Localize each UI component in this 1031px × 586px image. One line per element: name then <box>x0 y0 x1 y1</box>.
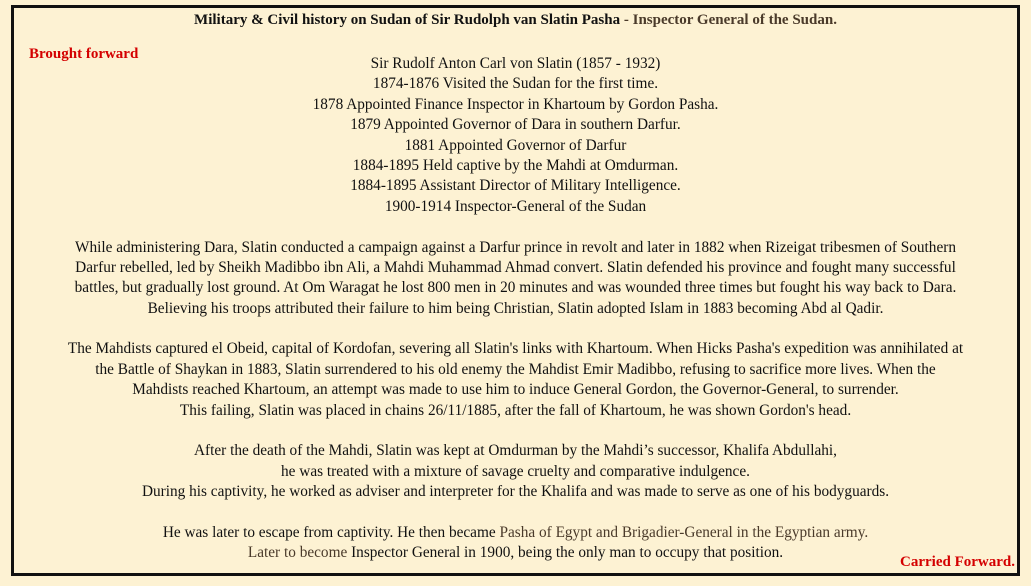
title-subtitle: Inspector General of the Sudan. <box>632 12 837 28</box>
paragraph-4-highlight: Later to become <box>247 544 352 562</box>
paragraph-3-line: he was treated with a mixture of savage cruelty and comparative indulgence. <box>281 462 750 480</box>
paragraph-4-line <box>14 523 1017 543</box>
paragraph-2-line: Mahdists reached Khartoum, an attempt was made to use him to induce General Gordon, the Governor-General, to surrender. <box>132 381 899 399</box>
paragraph-2-line: This failing, Slatin was placed in chains 26/11/1885, after the fall of Khartoum, he was shown Gordon's head. <box>179 401 852 419</box>
article-body <box>14 54 1017 564</box>
page-title <box>14 12 1017 29</box>
paragraph-4-highlight: Pasha of Egypt and Brigadier-General in the Egyptian army. <box>499 523 869 541</box>
paragraph-1-line: battles, but gradually lost ground. At Om Waragat he lost 800 men in 20 minutes and was wounded three times but fought his way back to Dara. <box>74 279 957 297</box>
timeline-line: 1881 Appointed Governor of Darfur <box>404 136 627 154</box>
paragraph-4-text: Inspector General in 1900, being the only man to occupy that position. <box>351 544 784 562</box>
paragraph-4-text: He was later to escape from captivity. He then became <box>162 523 500 541</box>
brought-forward-link[interactable]: Brought forward <box>29 46 139 62</box>
timeline-line: 1878 Appointed Finance Inspector in Khartoum by Gordon Pasha. <box>312 95 719 113</box>
timeline-line: 1884-1895 Assistant Director of Military Intelligence. <box>350 177 681 195</box>
carried-forward-link[interactable]: Carried Forward. <box>900 554 1015 570</box>
paragraph-3-line: During his captivity, he worked as adviser and interpreter for the Khalifa and was made to serve as one of his bodyguards. <box>141 483 890 501</box>
timeline-line: 1900-1914 Inspector-General of the Sudan <box>384 197 647 215</box>
paragraph-2-line: The Mahdists captured el Obeid, capital of Kordofan, severing all Slatin's links with Khartoum. When Hicks Pasha's expedition was annihilated at <box>67 340 964 358</box>
paragraph-2-line: the Battle of Shaykan in 1883, Slatin surrendered to his old enemy the Mahdist Emir Madibbo, refusing to sacrifice more lives. When the <box>95 360 936 378</box>
paragraph-gap <box>14 217 1017 237</box>
paragraph-gap <box>14 421 1017 441</box>
title-separator: - <box>620 12 633 28</box>
paragraph-1-line: Believing his troops attributed their failure to him being Christian, Slatin adopted Islam in 1883 becoming Abd al Qadir. <box>147 299 884 317</box>
paragraph-3-line: After the death of the Mahdi, Slatin was kept at Omdurman by the Mahdi’s successor, Khalifa Abdullahi, <box>194 442 837 460</box>
paragraph-4-line <box>14 543 1017 563</box>
paragraph-1-line: Darfur rebelled, led by Sheikh Madibbo ibn Ali, a Mahdi Muhammad Ahmad convert. Slatin defended his province and fought many successful <box>75 258 956 276</box>
paragraph-gap <box>14 319 1017 339</box>
paragraph-gap <box>14 503 1017 523</box>
title-main: Military & Civil history on Sudan of Sir Rudolph van Slatin Pasha <box>194 12 621 28</box>
timeline-line: 1874-1876 Visited the Sudan for the first time. <box>372 75 659 93</box>
timeline-line: 1879 Appointed Governor of Dara in southern Darfur. <box>350 116 681 134</box>
timeline-line: Sir Rudolf Anton Carl von Slatin (1857 - 1932) <box>370 55 661 72</box>
timeline-line: 1884-1895 Held captive by the Mahdi at Omdurman. <box>352 156 679 174</box>
paragraph-1-line: While administering Dara, Slatin conducted a campaign against a Darfur prince in revolt and later in 1882 when Rizeigat tribesmen of Southern <box>75 238 956 256</box>
document-frame <box>11 5 1020 576</box>
